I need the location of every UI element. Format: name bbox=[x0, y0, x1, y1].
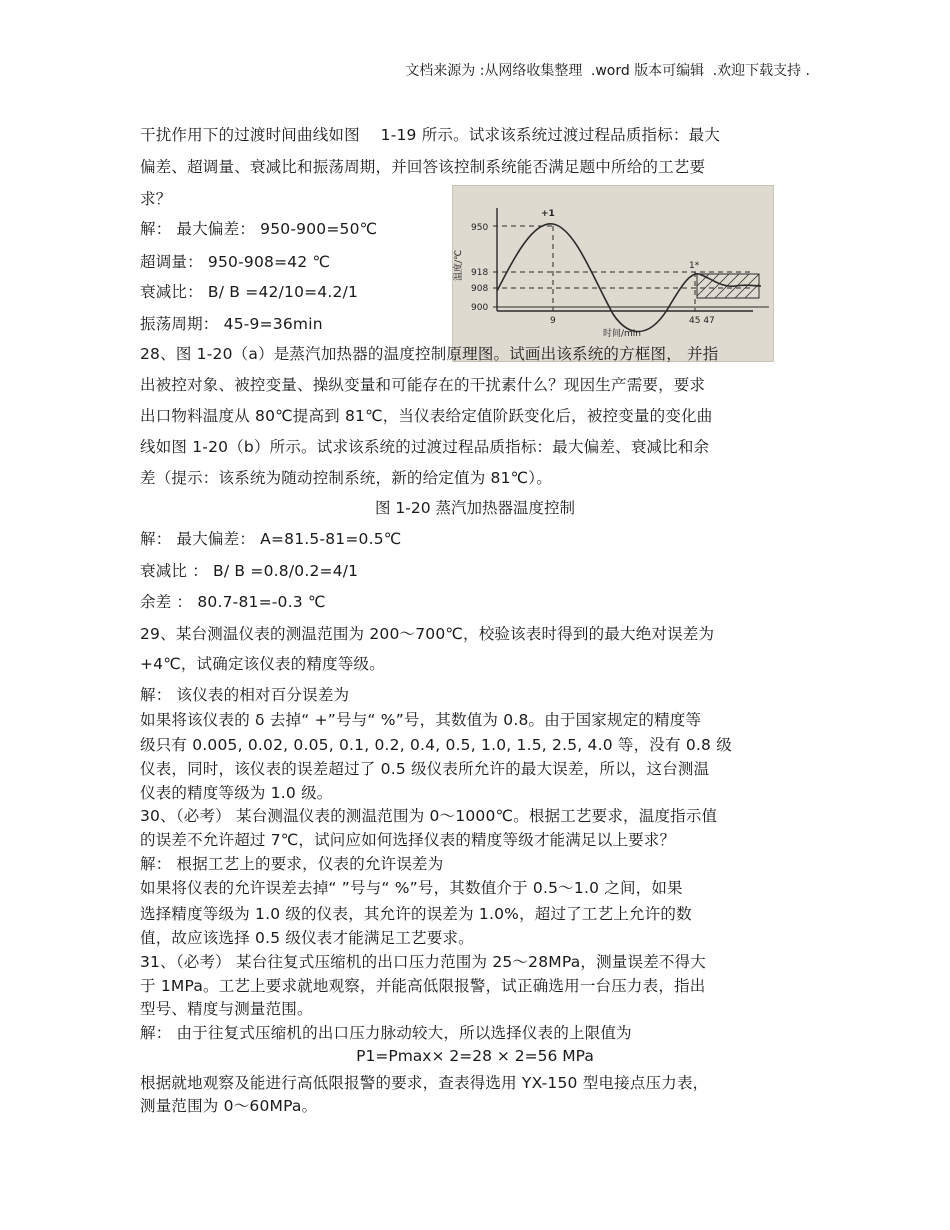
formula-line: P1=Pmax× 2=28 × 2=56 MPa bbox=[356, 1047, 594, 1065]
x-tick-45-47: 45 47 bbox=[689, 316, 715, 326]
solution-line: 振荡周期： 45-9=36min bbox=[140, 315, 323, 333]
text-line: 选择精度等级为 1.0 级的仪表，其允许的误差为 1.0%，超过了工艺上允许的数 bbox=[140, 905, 692, 923]
y-tick-908: 908 bbox=[471, 284, 489, 294]
header-editable: .word 版本可编辑 bbox=[590, 63, 705, 79]
header-source: 文档来源为 :从网络收集整理 bbox=[405, 63, 583, 79]
text-line: 差（提示：该系统为随动控制系统，新的给定值为 81℃）。 bbox=[140, 469, 552, 487]
text-line: 偏差、超调量、衰减比和振荡周期，并回答该控制系统能否满足题中所给的工艺要 bbox=[140, 158, 706, 176]
question-30-line: 30、（必考） 某台测温仪表的测温范围为 0～1000℃。根据工艺要求，温度指示值 bbox=[140, 807, 718, 825]
text-line: 型号、精度与测量范围。 bbox=[140, 1000, 313, 1018]
peak-label: +1 bbox=[541, 209, 555, 219]
solution-line: 解： 根据工艺上的要求，仪表的允许误差为 bbox=[140, 855, 444, 873]
text-line: 测量范围为 0～60MPa。 bbox=[140, 1097, 318, 1115]
solution-line: 衰减比 ： B/ B =0.8/0.2=4/1 bbox=[140, 562, 359, 580]
second-peak-label: 1* bbox=[689, 261, 700, 271]
figure-1-19-transition-curve bbox=[452, 185, 774, 362]
page-header bbox=[0, 60, 950, 80]
solution-line: 衰减比： B/ B =42/10=4.2/1 bbox=[140, 283, 359, 301]
text-line: 根据就地观察及能进行高低限报警的要求，查表得选用 YX-150 型电接点压力表， bbox=[140, 1074, 709, 1092]
text-line: 线如图 1-20（b）所示。试求该系统的过渡过程品质指标：最大偏差、衰减比和余 bbox=[140, 438, 710, 456]
text-line: 求？ bbox=[140, 190, 172, 208]
solution-line: 余差 ： 80.7-81=-0.3 ℃ bbox=[140, 593, 326, 611]
solution-line: 解： 最大偏差： A=81.5-81=0.5℃ bbox=[140, 530, 402, 548]
text-line: 仪表的精度等级为 1.0 级。 bbox=[140, 784, 333, 802]
text-line: +4℃，试确定该仪表的精度等级。 bbox=[140, 655, 385, 673]
y-axis-label: 温度/℃ bbox=[454, 249, 464, 281]
solution-line: 解： 该仪表的相对百分误差为 bbox=[140, 686, 350, 704]
text-line: 于 1MPa。工艺上要求就地观察，并能高低限报警，试正确选用一台压力表，指出 bbox=[140, 977, 706, 995]
question-29-line: 29、某台测温仪表的测温范围为 200～700℃，校验该表时得到的最大绝对误差为 bbox=[140, 625, 715, 643]
solution-line: 解： 最大偏差： 950-900=50℃ bbox=[140, 220, 378, 238]
header-download: .欢迎下载支持 . bbox=[712, 63, 810, 79]
x-axis-label: 时间/min bbox=[603, 329, 642, 339]
text-line: 仪表，同时，该仪表的误差超过了 0.5 级仪表所允许的最大误差，所以，这台测温 bbox=[140, 760, 710, 778]
text-line: 级只有 0.005, 0.02, 0.05, 0.1, 0.2, 0.4, 0.5, 1.0, 1.5, 2.5, 4.0 等，没有 0.8 级 bbox=[140, 736, 732, 754]
y-tick-900: 900 bbox=[471, 303, 489, 313]
y-tick-950: 950 bbox=[471, 223, 489, 233]
question-31-line: 31、（必考） 某台往复式压缩机的出口压力范围为 25～28MPa，测量误差不得大 bbox=[140, 953, 706, 971]
text-line: 出口物料温度从 80℃提高到 81℃，当仪表给定值阶跃变化后，被控变量的变化曲 bbox=[140, 407, 713, 425]
text-line: 的误差不允许超过 7℃，试问应如何选择仪表的精度等级才能满足以上要求？ bbox=[140, 831, 676, 849]
text-line: 干扰作用下的过渡时间曲线如图 1-19 所示。试求该系统过渡过程品质指标：最大 bbox=[140, 126, 721, 144]
x-tick-9: 9 bbox=[550, 316, 556, 326]
figure-caption: 图 1-20 蒸汽加热器温度控制 bbox=[374, 499, 576, 517]
solution-line: 解： 由于往复式压缩机的出口压力脉动较大，所以选择仪表的上限值为 bbox=[140, 1024, 632, 1042]
text-line: 如果将该仪表的 δ 去掉“ +”号与“ %”号，其数值为 0.8。由于国家规定的精度等 bbox=[140, 711, 702, 729]
text-line: 值，故应该选择 0.5 级仪表才能满足工艺要求。 bbox=[140, 929, 474, 947]
text-line: 出被控对象、被控变量、操纵变量和可能存在的干扰素什么？现因生产需要，要求 bbox=[140, 376, 706, 394]
question-28-line: 28、图 1-20（a）是蒸汽加热器的温度控制原理图。试画出该系统的方框图， 并指 bbox=[140, 345, 719, 363]
y-tick-918: 918 bbox=[471, 268, 489, 278]
text-line: 如果将仪表的允许误差去掉“ ”号与“ %”号，其数值介于 0.5～1.0 之间，如果 bbox=[140, 879, 683, 897]
solution-line: 超调量： 950-908=42 ℃ bbox=[140, 253, 331, 271]
